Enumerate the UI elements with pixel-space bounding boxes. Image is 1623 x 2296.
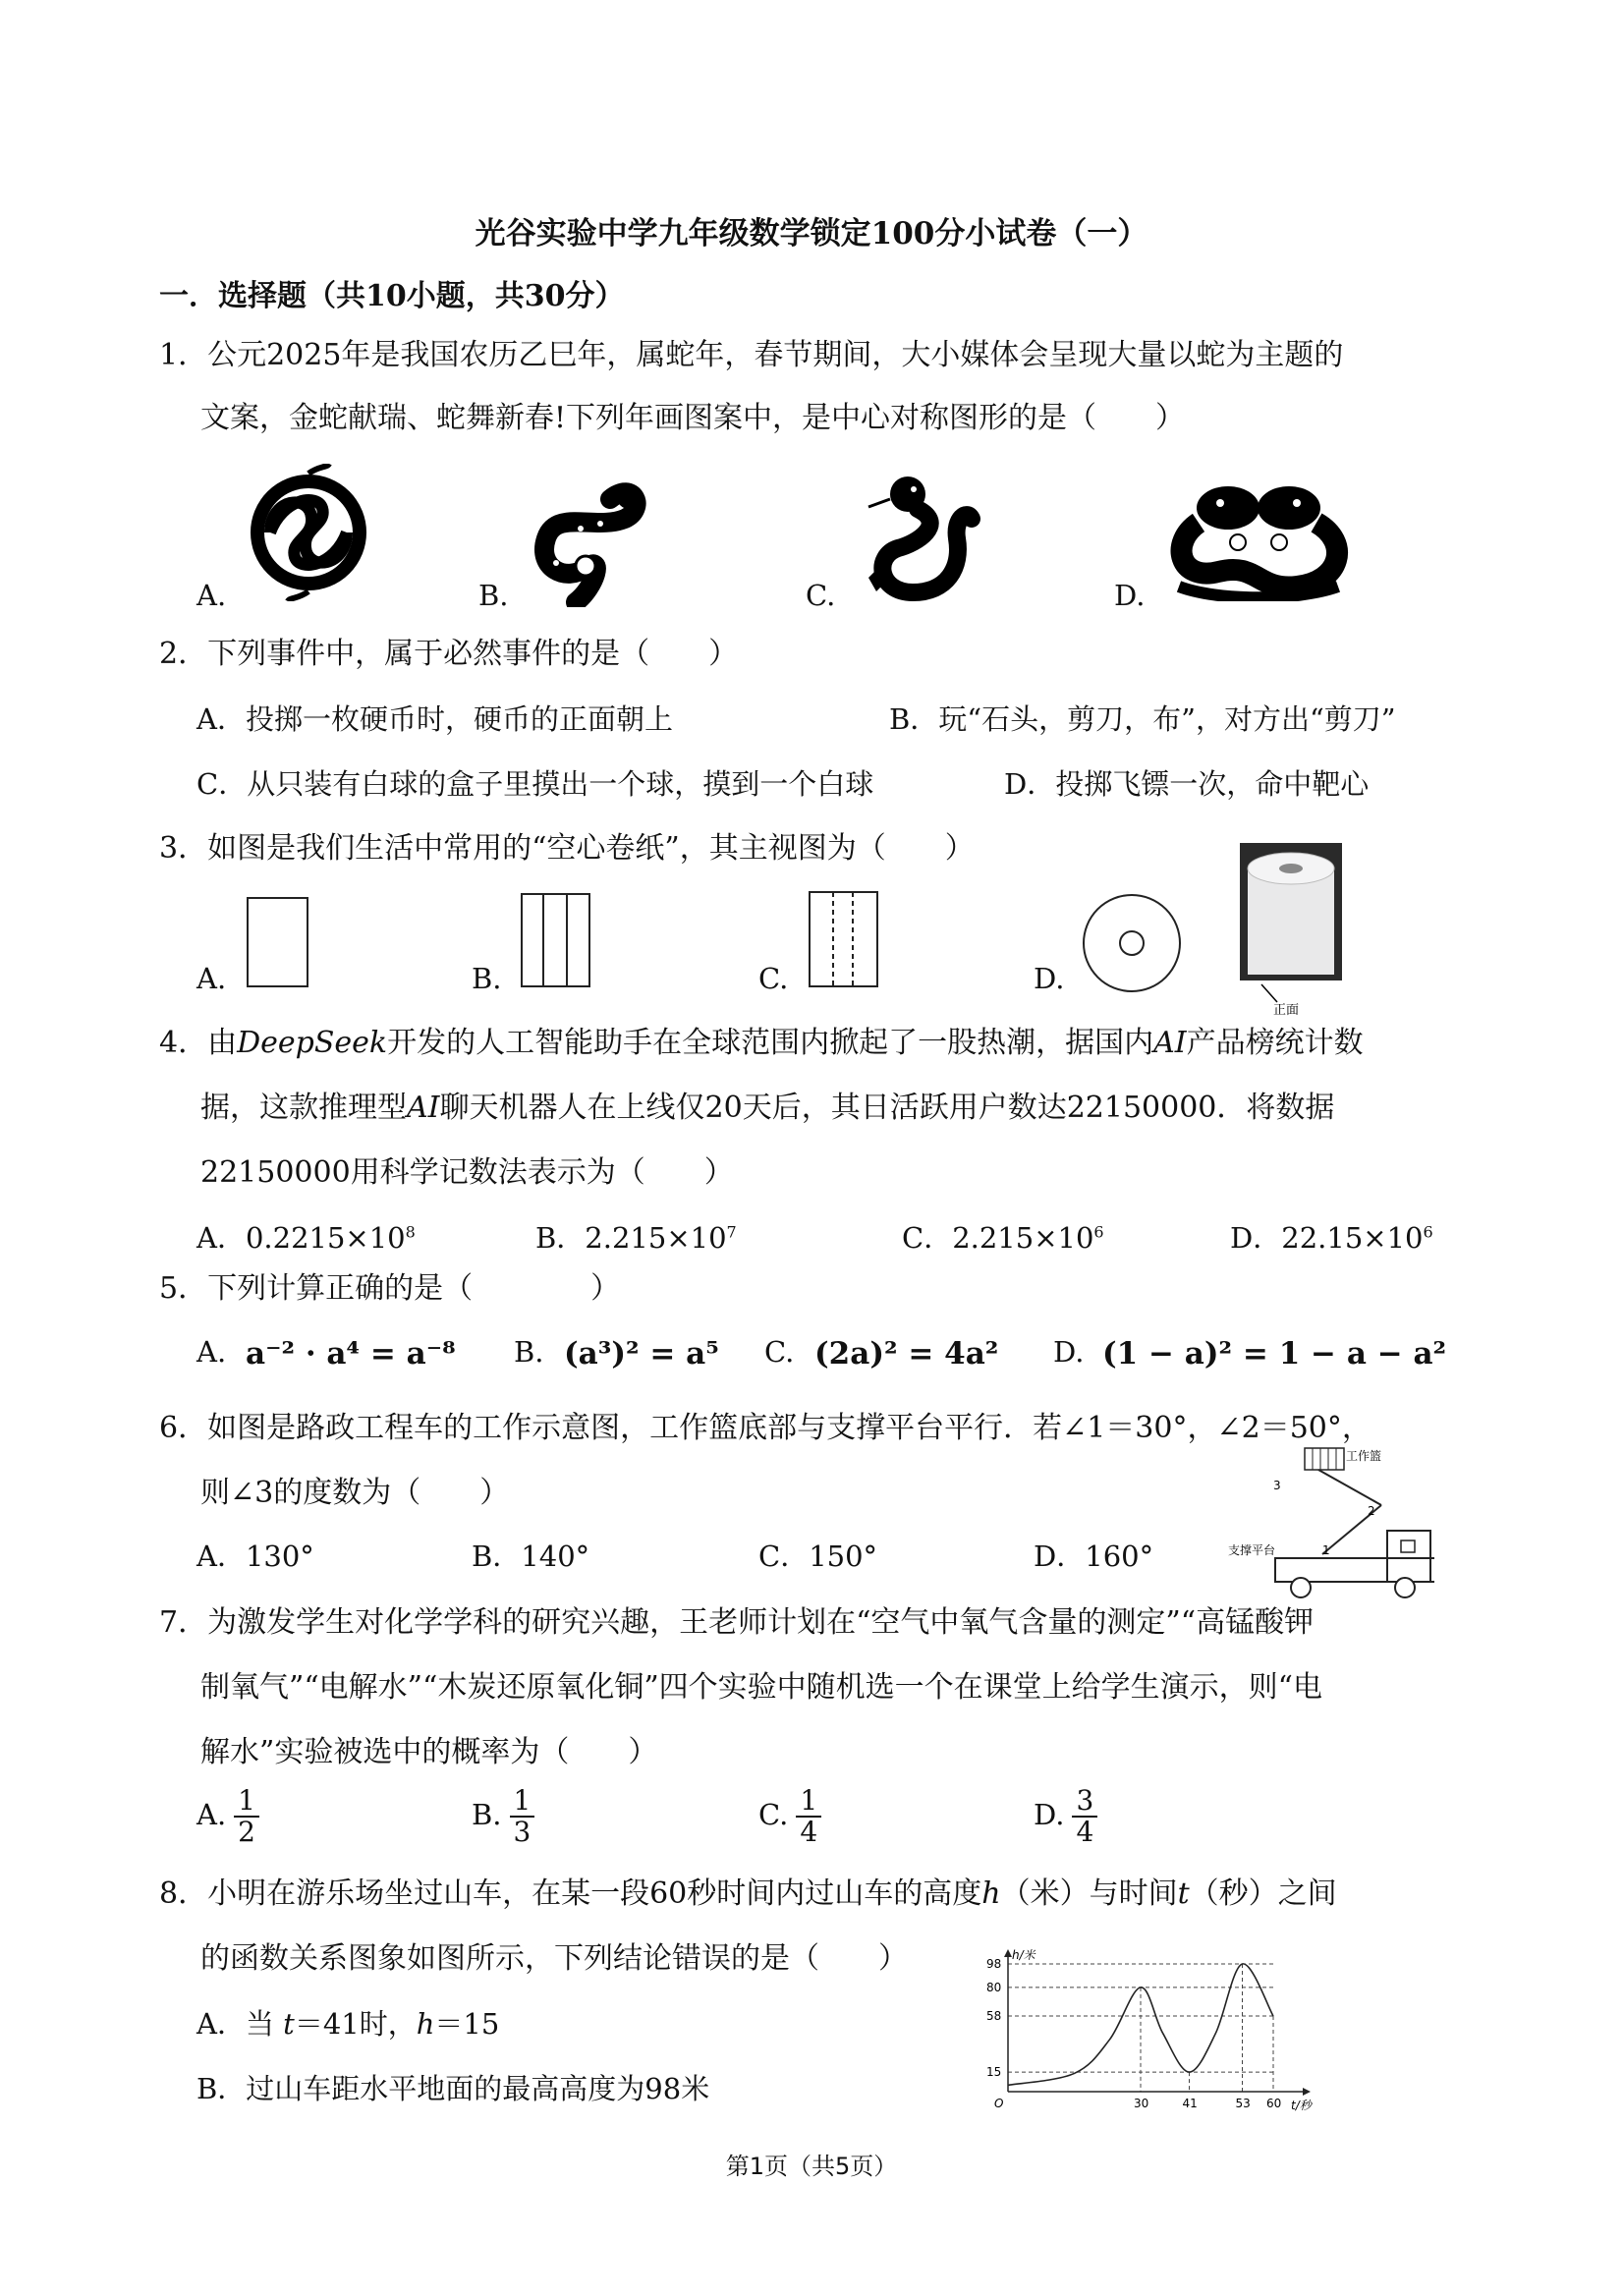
page-footer: 第1页（共5页） (725, 2153, 898, 2180)
toilet-roll-photo (1238, 841, 1346, 1020)
q7-line2: 制氧气”“电解水”“木炭还原氧化铜”四个实验中随机选一个在课堂上给学生演示，则“电 (200, 1670, 1323, 1705)
q5-option-d-label: D. (1053, 1335, 1085, 1369)
fig-angle-1: 1 (1322, 1543, 1330, 1557)
q3-option-a-label: A. (196, 962, 227, 995)
fig-platform-label: 支撑平台 (1228, 1543, 1276, 1557)
page-title: 光谷实验中学九年级数学锁定100分小试卷（一） (475, 216, 1148, 252)
q7-line3: 解水”实验被选中的概率为（ ） (200, 1735, 658, 1769)
view-solid-lines-b (520, 892, 592, 990)
q6-option-c: C．150° (758, 1540, 878, 1573)
q1-option-b-label: B. (478, 579, 509, 612)
q7-line1: 7．为激发学生对化学学科的研究兴趣，王老师计划在“空气中氧气含量的测定”“高锰酸钾 (159, 1605, 1315, 1640)
q1-line1: 1．公元2025年是我国农历乙巳年，属蛇年，春节期间，大小媒体会呈现大量以蛇为主题的 (159, 338, 1344, 372)
q7-option-c: C. $\frac{1}{4}$ (758, 1786, 821, 1847)
chart-x-tick-53: 53 (1235, 2097, 1251, 2110)
view-rectangle-a (246, 896, 310, 990)
chart-origin-label: O (994, 2097, 1004, 2110)
q2-stem: 2．下列事件中，属于必然事件的是（ ） (159, 637, 739, 671)
q5-option-a-label: A. (196, 1335, 227, 1369)
q4-line3: 22150000用科学记数法表示为（ ） (200, 1155, 734, 1190)
snake-coiled-b-image (527, 470, 649, 607)
q6-option-b: B．140° (472, 1540, 590, 1573)
q4-line2: 据，这款推理型AI聊天机器人在上线仅20天后，其日活跃用户数达22150000．将数据 (200, 1091, 1335, 1125)
q5-stem: 5．下列计算正确的是（ ） (159, 1271, 621, 1306)
view-dashed-lines-c (808, 890, 880, 990)
q5-option-d-expr: (1 − a)² = 1 − a − a² (1102, 1336, 1447, 1372)
chart-x-tick-41: 41 (1182, 2097, 1198, 2110)
q6-line1: 6．如图是路政工程车的工作示意图，工作篮底部与支撑平台平行．若∠1＝30°，∠2＝50°， (159, 1411, 1371, 1445)
chart-x-tick-60: 60 (1266, 2097, 1282, 2110)
q8-line2: 的函数关系图象如图所示，下列结论错误的是（ ） (200, 1941, 908, 1976)
fig-angle-3: 3 (1273, 1479, 1281, 1492)
q7-option-d: D. $\frac{3}{4}$ (1034, 1786, 1097, 1847)
q6-option-d: D．160° (1034, 1540, 1154, 1573)
chart-x-arrow (1303, 2088, 1311, 2096)
q8-option-b: B．过山车距水平地面的最高高度为98米 (196, 2072, 710, 2105)
view-circle-d (1081, 892, 1183, 994)
q3-option-d-label: D. (1034, 962, 1065, 995)
q5-option-b-expr: (a³)² = a⁵ (564, 1336, 719, 1372)
twin-snakes-d-image (1159, 474, 1358, 601)
fig-basket-label: 工作篮 (1346, 1449, 1382, 1463)
q4-option-d: D．$22.15\times 10^6$ (1230, 1221, 1433, 1255)
q6-option-a: A．130° (196, 1540, 314, 1573)
q3-stem: 3．如图是我们生活中常用的“空心卷纸”，其主视图为（ ） (159, 831, 975, 866)
q5-option-c-expr: (2a)² = 4a² (814, 1336, 999, 1372)
q7-option-b: B. $\frac{1}{3}$ (472, 1786, 534, 1847)
q3-option-c-label: C. (758, 962, 789, 995)
q8-option-a: A．当 t＝41时，h＝15 (196, 2007, 500, 2041)
q5-option-a-expr: a⁻² · a⁴ = a⁻⁸ (246, 1336, 456, 1372)
chart-x-tick-30: 30 (1134, 2097, 1149, 2110)
chart-y-tick-98: 98 (986, 1957, 1002, 1971)
section-heading: 一．选择题（共10小题，共30分） (159, 279, 625, 313)
q2-option-a: A．投掷一枚硬币时，硬币的正面朝上 (196, 702, 673, 736)
chart-guides (1008, 1964, 1273, 2092)
q2-option-d: D．投掷飞镖一次，命中靶心 (1004, 767, 1370, 801)
q1-option-c-label: C. (806, 579, 836, 612)
chart-y-arrow (1004, 1949, 1012, 1957)
photo-front-label: 正面 (1273, 1003, 1300, 1018)
q4-option-c: C．$2.215\times 10^6$ (902, 1221, 1104, 1255)
q7-option-a: A. $\frac{1}{2}$ (196, 1786, 259, 1847)
q2-option-c: C．从只装有白球的盒子里摸出一个球，摸到一个白球 (196, 767, 874, 801)
q4-option-b: B．$2.215\times 10^7$ (535, 1221, 737, 1255)
q4-line1: 4．由DeepSeek开发的人工智能助手在全球范围内掀起了一股热潮，据国内AI产品榜统计数 (159, 1026, 1364, 1060)
q1-option-a-label: A. (196, 579, 227, 612)
q3-option-b-label: B. (472, 962, 502, 995)
roller-coaster-chart (979, 1949, 1322, 2116)
chart-y-axis-label: h/米 (1012, 1949, 1035, 1962)
q6-line2: 则∠3的度数为（ ） (200, 1476, 510, 1510)
chart-tick-labels (986, 1957, 1281, 2110)
road-truck-diagram (1224, 1444, 1434, 1601)
chart-x-axis-label: t/秒 (1291, 2099, 1312, 2112)
snake-emblem-a-image (251, 464, 366, 601)
chart-y-tick-58: 58 (986, 2009, 1002, 2024)
q2-option-b: B．玩“石头，剪刀，布”，对方出“剪刀” (889, 702, 1396, 736)
snake-upright-c-image (859, 470, 981, 607)
q5-option-c-label: C. (764, 1335, 795, 1369)
q5-option-b-label: B. (514, 1335, 544, 1369)
q1-line2: 文案，金蛇献瑞、蛇舞新春!下列年画图案中，是中心对称图形的是（ ） (200, 401, 1186, 435)
q4-option-a: A．$0.2215\times 10^8$ (196, 1221, 416, 1255)
fig-angle-2: 2 (1368, 1504, 1375, 1518)
chart-y-tick-15: 15 (986, 2065, 1002, 2080)
chart-y-tick-80: 80 (986, 1980, 1002, 1994)
q1-option-d-label: D. (1114, 579, 1146, 612)
q8-line1: 8．小明在游乐场坐过山车，在某一段60秒时间内过山车的高度h（米）与时间t（秒）之间 (159, 1876, 1337, 1911)
